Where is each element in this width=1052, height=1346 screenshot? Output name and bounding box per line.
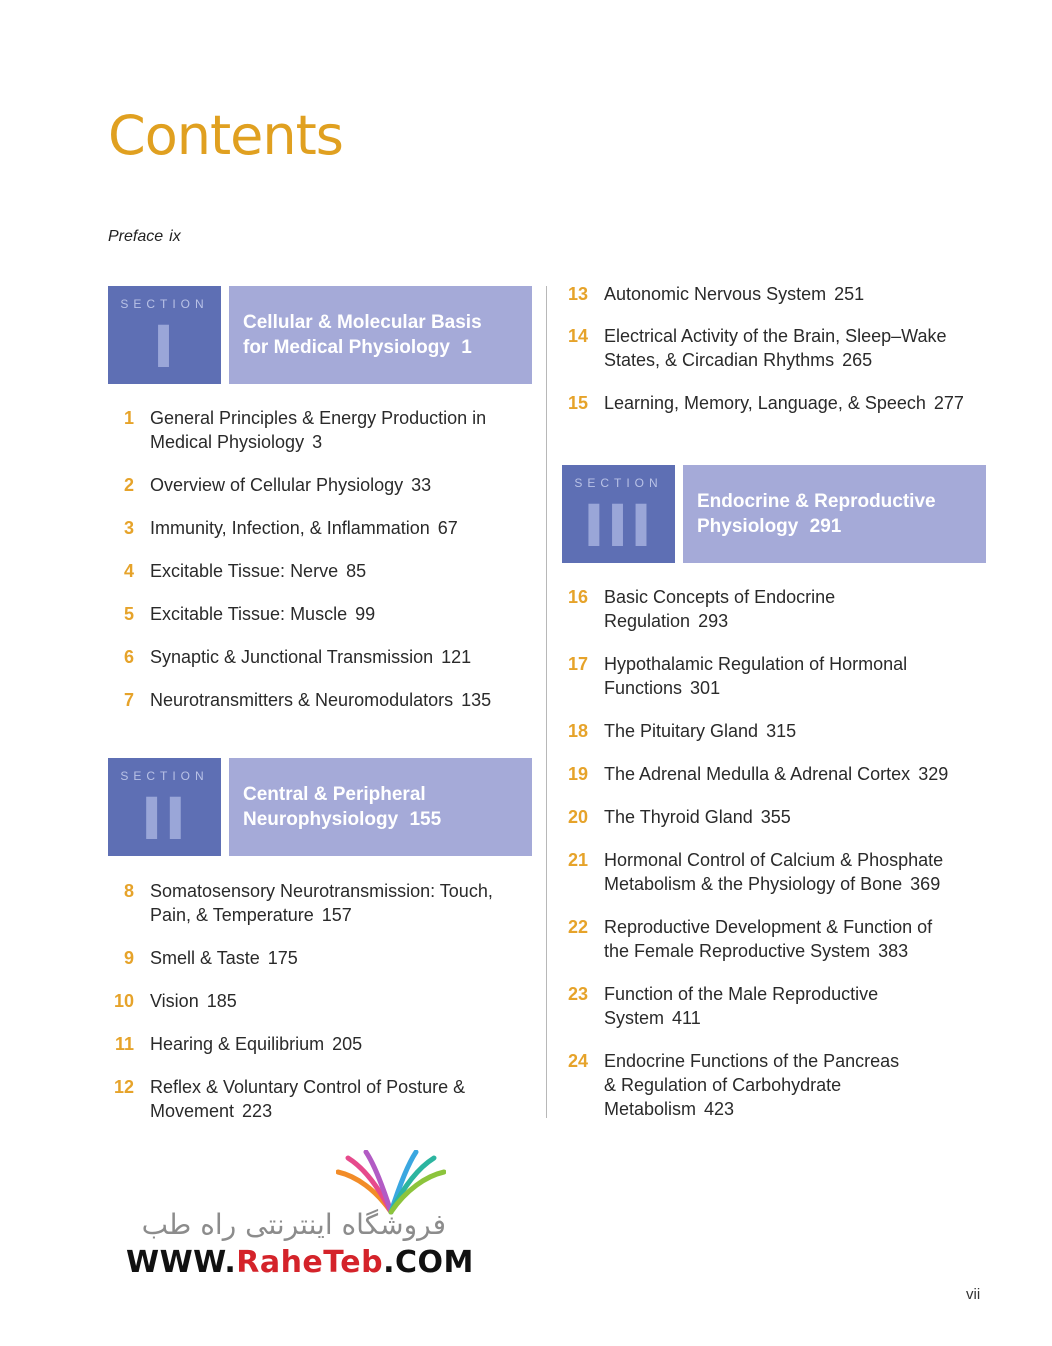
chapter-title-line: Functions [604,678,683,698]
chapter-number: 7 [123,690,134,710]
chapter-number: 17 [567,654,588,674]
chapter-title-line: Basic Concepts of Endocrine [604,587,836,607]
chapter-page: 355 [760,807,791,827]
chapter-title-line: Overview of Cellular Physiology [150,475,404,495]
section-title-line: for Medical Physiology [243,337,450,358]
chapter-page: 135 [461,690,492,710]
column-divider [546,286,547,1118]
section-word: SECTION [574,476,663,490]
chapter-page: 293 [698,611,729,631]
chapter-title-line: Excitable Tissue: Nerve [150,561,339,581]
chapter-title-line: Excitable Tissue: Muscle [150,604,348,624]
chapter-number: 22 [567,917,588,937]
chapter-page: 329 [918,764,949,784]
section-title [243,782,524,832]
section-title [697,489,978,539]
section-word: SECTION [120,769,209,783]
section-word: SECTION [120,297,209,311]
page-number: vii [966,1286,981,1303]
preface-page: ix [169,228,181,245]
chapter-title-line: Hormonal Control of Calcium & Phosphate [604,850,944,870]
chapter-number: 12 [113,1077,134,1097]
chapter-title-line: General Principles & Energy Production in [150,408,487,428]
chapter-title-line: Metabolism & the Physiology of Bone [604,874,903,894]
chapter-title-line: Hearing & Equilibrium [150,1034,325,1054]
section-header-3[interactable] [562,465,986,563]
section-roman-numeral: II [140,785,189,853]
chapter-title-line: Reproductive Development & Function of [604,917,933,937]
section-number-box [562,465,675,563]
section-roman-numeral: III [583,492,654,560]
chapter-number: 14 [567,326,588,346]
section-title-line: Endocrine & Reproductive [697,491,936,512]
chapter-title-line: Somatosensory Neurotransmission: Touch, [150,881,493,901]
chapter-title-line: Smell & Taste [150,948,260,968]
section-page: 291 [809,516,842,537]
chapter-page: 223 [242,1101,273,1121]
section-title-line: Neurophysiology [243,809,399,830]
url-prefix: WWW. [126,1245,237,1280]
section-title-line: Central & Peripheral [243,784,426,805]
chapter-title-line: Neurotransmitters & Neuromodulators [150,690,454,710]
chapter-title-line: the Female Reproductive System [604,941,871,961]
section-title-line: Cellular & Molecular Basis [243,312,482,333]
chapter-number: 5 [123,604,134,624]
chapter-page: 315 [766,721,797,741]
chapter-page: 3 [312,432,323,452]
chapter-title-line: System [604,1008,665,1028]
section-number-box [108,758,221,856]
chapter-page: 85 [346,561,367,581]
chapter-number: 8 [123,881,134,901]
chapter-number: 3 [123,518,134,538]
section-number-box [108,286,221,384]
chapter-title-line: The Pituitary Gland [604,721,759,741]
section-title-line: Physiology [697,516,799,537]
chapter-title-line: Movement [150,1101,235,1121]
chapter-title-line: Learning, Memory, Language, & Speech [604,393,926,413]
chapter-title-line: The Thyroid Gland [604,807,753,827]
chapter-number: 18 [567,721,588,741]
chapter-page: 383 [878,941,909,961]
url-brand: RaheTeb [236,1245,384,1280]
chapter-number: 13 [567,284,588,304]
chapter-number: 15 [567,393,588,413]
chapter-page: 121 [441,647,472,667]
store-url[interactable] [126,1245,474,1280]
chapter-title-line: Electrical Activity of the Brain, Sleep–Wake [604,326,947,346]
chapter-page: 33 [411,475,432,495]
chapter-title-line: Function of the Male Reproductive [604,984,879,1004]
chapter-title-line: States, & Circadian Rhythms [604,350,835,370]
chapter-title-line: Autonomic Nervous System [604,284,827,304]
chapter-title-line: & Regulation of Carbohydrate [604,1075,842,1095]
chapter-title-line: The Adrenal Medulla & Adrenal Cortex [604,764,911,784]
open-book-logo-icon [336,1150,446,1216]
chapter-number: 21 [567,850,588,870]
chapter-page: 369 [910,874,941,894]
section-page: 155 [409,809,442,830]
chapter-title-line: Immunity, Infection, & Inflammation [150,518,430,538]
chapter-number: 9 [123,948,134,968]
chapter-title-line: Synaptic & Junctional Transmission [150,647,434,667]
chapter-number: 4 [123,561,134,581]
chapter-number: 6 [123,647,134,667]
chapter-page: 251 [834,284,865,304]
chapter-number: 23 [567,984,588,1004]
section-title-box [683,465,986,563]
section-title-box [229,758,532,856]
chapter-title-line: Hypothalamic Regulation of Hormonal [604,654,908,674]
chapter-number: 11 [114,1034,134,1054]
chapter-number: 20 [567,807,588,827]
chapter-page: 185 [206,991,237,1011]
chapter-page: 67 [437,518,458,538]
chapter-number: 1 [123,408,134,428]
section-header-2[interactable] [108,758,532,856]
chapter-title-line: Reflex & Voluntary Control of Posture & [150,1077,466,1097]
preface-entry[interactable] [108,228,181,246]
chapter-number: 16 [567,587,588,607]
url-suffix: .COM [383,1245,474,1280]
chapter-page: 265 [842,350,873,370]
chapter-page: 301 [690,678,721,698]
page-title: Contents [108,104,343,167]
chapter-title-line: Endocrine Functions of the Pancreas [604,1051,900,1071]
section-title-box [229,286,532,384]
chapter-page: 157 [321,905,352,925]
chapter-number: 19 [567,764,588,784]
chapter-number: 2 [123,475,134,495]
chapter-title-line: Regulation [604,611,691,631]
preface-label: Preface [108,228,164,245]
chapter-page: 175 [267,948,298,968]
section-roman-numeral: I [152,313,177,381]
chapter-page: 423 [704,1099,735,1119]
chapter-title-line: Metabolism [604,1099,697,1119]
chapter-number: 10 [113,991,134,1011]
chapter-page: 411 [672,1008,701,1028]
section-title [243,310,524,360]
chapter-page: 205 [332,1034,363,1054]
chapter-number: 24 [567,1051,588,1071]
chapter-page: 99 [355,604,376,624]
chapter-title-line: Medical Physiology [150,432,305,452]
chapter-page: 277 [933,393,964,413]
store-name-persian: فروشگاه اینترنتی راه طب [141,1208,446,1241]
section-header-1[interactable] [108,286,532,384]
chapter-title-line: Pain, & Temperature [150,905,314,925]
chapter-title-line: Vision [150,991,199,1011]
section-page: 1 [461,337,472,358]
